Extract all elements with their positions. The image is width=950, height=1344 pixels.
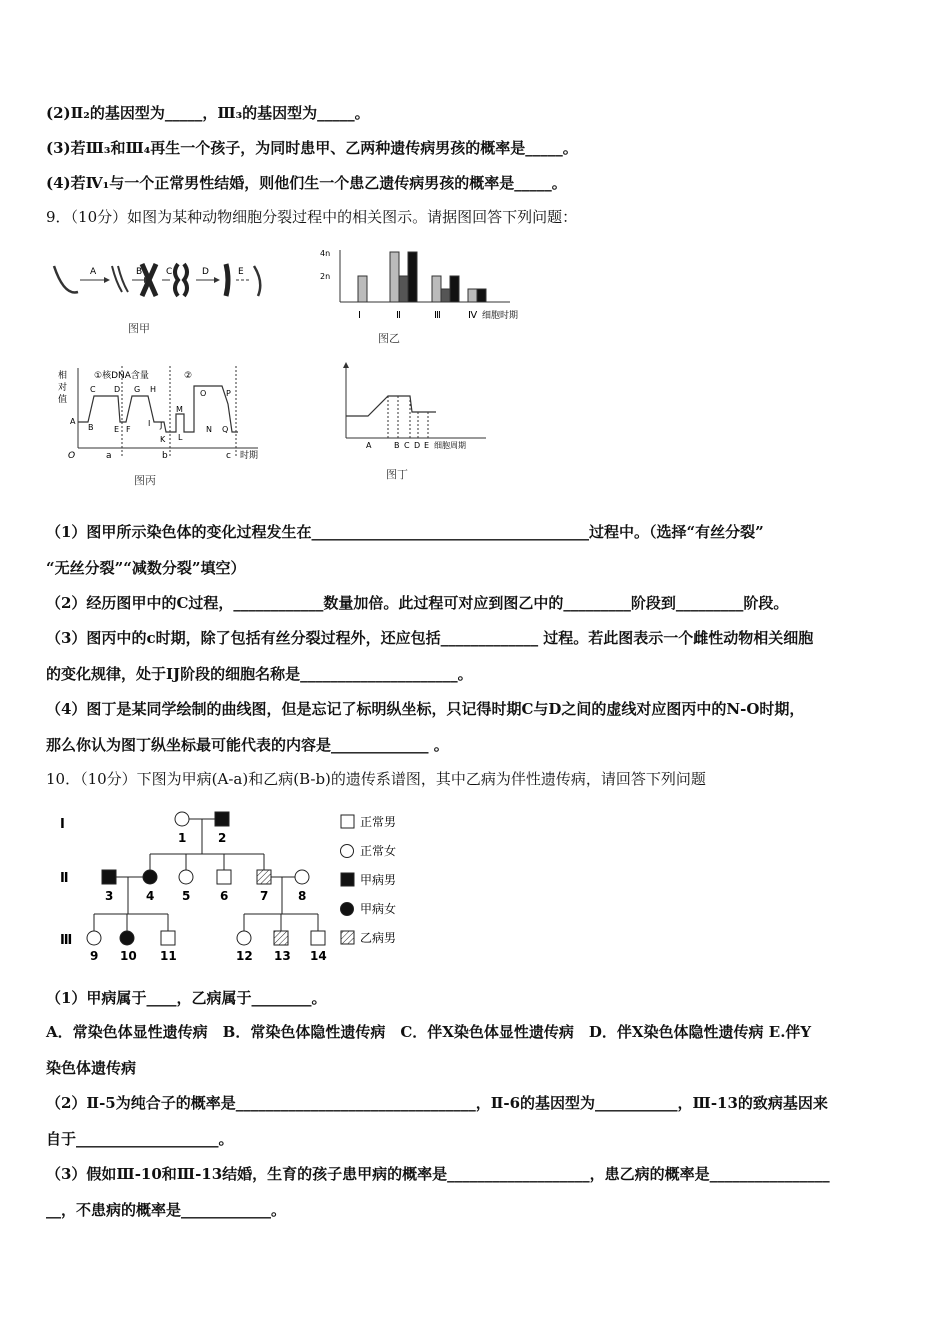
q8-line-2: (2)Ⅱ₂的基因型为_____，Ⅲ₃的基因型为_____。: [46, 104, 370, 122]
bing-i: I: [148, 419, 151, 428]
figure-bing: [58, 366, 288, 466]
num-3: 3: [105, 889, 114, 903]
label-b: B: [136, 267, 143, 277]
individual-10: [120, 931, 134, 945]
bing-m: M: [176, 405, 183, 414]
caption-bing: 图丙: [134, 474, 156, 487]
individual-1: [175, 812, 189, 826]
ylabel-1: 相: [58, 371, 68, 381]
q8-line-4: (4)若Ⅳ₁与一个正常男性结婚，则他们生一个患乙遗传病男孩的概率是_____。: [46, 174, 567, 192]
num-14: 14: [310, 949, 327, 963]
bing-xlabel: 时期: [240, 451, 259, 461]
individual-2: [215, 812, 229, 826]
num-4: 4: [146, 889, 155, 903]
figure-yi: [310, 246, 540, 326]
ytick-2n: 2n: [320, 272, 331, 281]
legend-normal-male: 正常男: [360, 815, 397, 829]
num-9: 9: [90, 949, 99, 963]
num-12: 12: [236, 949, 253, 963]
bing-o: O: [200, 389, 207, 398]
bing-k: K: [160, 435, 166, 444]
ding-b: B: [394, 441, 400, 450]
q9-sub3b: 的变化规律，处于IJ阶段的细胞名称是_____________________。: [46, 665, 473, 683]
q9-sub4: （4）图丁是某同学绘制的曲线图，但是忘记了标明纵坐标，只记得时期C与D之间的虚线对应图丙中的N-O时期，: [46, 700, 805, 718]
ding-c: C: [404, 441, 410, 450]
bar-iii-1: [432, 276, 441, 302]
caption-jia: 图甲: [128, 322, 150, 335]
q10-sub3b: __，不患病的概率是____________。: [46, 1201, 287, 1219]
individual-14: [311, 931, 325, 945]
bing-p: P: [226, 389, 231, 398]
xtick-iv: Ⅳ: [468, 310, 478, 321]
bing-o-origin: O: [68, 451, 76, 461]
q9-sub1: （1）图甲所示染色体的变化过程发生在_____________________________________过程中。（选择“有丝分裂”: [46, 523, 764, 541]
legend-jia-female: 甲病女: [360, 902, 397, 916]
q10-options-b: 染色体遗传病: [46, 1059, 137, 1077]
legend-normal-female: 正常女: [360, 844, 397, 858]
legend-jia-male-symbol: [341, 873, 354, 886]
bing-f: F: [126, 425, 131, 434]
bar-i: [358, 276, 367, 302]
curve-ding: [346, 396, 436, 416]
bar-ii-2: [399, 276, 408, 302]
q9-header: 9．（10分）如图为某种动物细胞分裂过程中的相关图示。请据图回答下列问题：: [46, 208, 578, 226]
num-1: 1: [178, 831, 187, 845]
label-d: D: [202, 267, 209, 277]
q10-sub1: （1）甲病属于____，乙病属于________。: [46, 989, 327, 1007]
legend-dna: ①核DNA含量: [94, 371, 149, 381]
individual-8: [295, 870, 309, 884]
legend-yi-male: 乙病男: [360, 931, 397, 945]
ding-d: D: [414, 441, 421, 450]
bing-q: Q: [222, 425, 229, 434]
q10-options: A．常染色体显性遗传病 B．常染色体隐性遗传病 C．伴X染色体显性遗传病 D．伴X染色体隐性遗传病 E.伴Y: [46, 1023, 812, 1041]
num-8: 8: [298, 889, 307, 903]
bar-iii-3: [450, 276, 459, 302]
ding-e: E: [424, 441, 430, 450]
figure-jia: [46, 252, 276, 312]
bing-j: J: [160, 421, 163, 430]
label-c: C: [166, 267, 173, 277]
bing-n: N: [206, 425, 212, 434]
individual-9: [87, 931, 101, 945]
num-2: 2: [218, 831, 227, 845]
xlabel-yi: 细胞时期: [482, 311, 519, 321]
legend-jia-male: 甲病男: [360, 873, 397, 887]
bar-iv-2: [477, 289, 486, 302]
curve-bing: [78, 386, 238, 432]
bing-a: A: [70, 417, 76, 426]
label-a: A: [90, 267, 97, 277]
xtick-iii: Ⅲ: [434, 310, 441, 321]
q10-sub2: （2）Ⅱ-5为纯合子的概率是________________________________，Ⅱ-6的基因型为___________，Ⅲ-13的致病基因来: [46, 1094, 828, 1112]
num-6: 6: [220, 889, 229, 903]
legend-normal-female-symbol: [341, 845, 354, 858]
gen-i: Ⅰ: [60, 817, 65, 832]
bar-iv-1: [468, 289, 477, 302]
num-5: 5: [182, 889, 191, 903]
num-10: 10: [120, 949, 137, 963]
legend-yi-male-symbol: [341, 931, 354, 944]
ylabel-2: 对: [58, 383, 68, 393]
xtick-i: Ⅰ: [358, 310, 361, 321]
ytick-4n: 4n: [320, 249, 331, 258]
bing-c: C: [90, 385, 96, 394]
bing-a-period: a: [106, 451, 112, 461]
caption-ding: 图丁: [386, 468, 408, 481]
xtick-ii: Ⅱ: [396, 310, 401, 321]
num-13: 13: [274, 949, 291, 963]
ding-a: A: [366, 441, 372, 450]
gen-ii: Ⅱ: [60, 871, 69, 886]
q10-header: 10．（10分）下图为甲病(A-a)和乙病(B-b)的遗传系谱图，其中乙病为伴性遗传病，请回答下列问题: [46, 770, 706, 788]
ding-xlabel: 细胞周期: [434, 441, 466, 450]
bar-ii-3: [408, 252, 417, 302]
individual-5: [179, 870, 193, 884]
q8-line-3: (3)若Ⅲ₃和Ⅲ₄再生一个孩子，为同时患甲、乙两种遗传病男孩的概率是_____。: [46, 139, 578, 157]
q9-sub1b: “无丝分裂”“减数分裂”填空）: [46, 559, 246, 577]
q9-sub4b: 那么你认为图丁纵坐标最可能代表的内容是_____________ 。: [46, 736, 449, 754]
bing-g: G: [134, 385, 141, 394]
bing-l: L: [178, 433, 183, 442]
bar-iii-2: [441, 289, 450, 302]
bing-h: H: [150, 385, 157, 394]
bar-ii-1: [390, 252, 399, 302]
q10-sub2b: 自于___________________。: [46, 1130, 234, 1148]
bing-b: B: [88, 423, 94, 432]
individual-13: [274, 931, 288, 945]
bing-d: D: [114, 385, 121, 394]
q9-sub2: （2）经历图甲中的C过程，____________数量加倍。此过程可对应到图乙中的_________阶段到_________阶段。: [46, 594, 789, 612]
individual-4: [143, 870, 157, 884]
label-e: E: [238, 267, 244, 277]
num-7: 7: [260, 889, 269, 903]
individual-11: [161, 931, 175, 945]
caption-yi: 图乙: [378, 332, 400, 345]
individual-6: [217, 870, 231, 884]
legend-normal-male-symbol: [341, 815, 354, 828]
bing-c-period: c: [226, 451, 231, 461]
individual-3: [102, 870, 116, 884]
bing-b-period: b: [162, 451, 168, 461]
gen-iii: Ⅲ: [60, 933, 73, 948]
legend-2: ②: [184, 371, 193, 381]
num-11: 11: [160, 949, 177, 963]
q9-sub3: （3）图丙中的c时期，除了包括有丝分裂过程外，还应包括_____________ 过程。若此图表示一个雌性动物相关细胞: [46, 629, 814, 647]
individual-7: [257, 870, 271, 884]
legend-jia-female-symbol: [341, 903, 354, 916]
individual-12: [237, 931, 251, 945]
pedigree-chart: [46, 804, 426, 970]
figure-ding: [336, 362, 516, 462]
bing-e: E: [114, 425, 120, 434]
q10-sub3: （3）假如Ⅲ-10和Ⅲ-13结婚，生育的孩子患甲病的概率是___________________，患乙病的概率是________________: [46, 1165, 830, 1183]
ylabel-3: 值: [58, 395, 68, 405]
